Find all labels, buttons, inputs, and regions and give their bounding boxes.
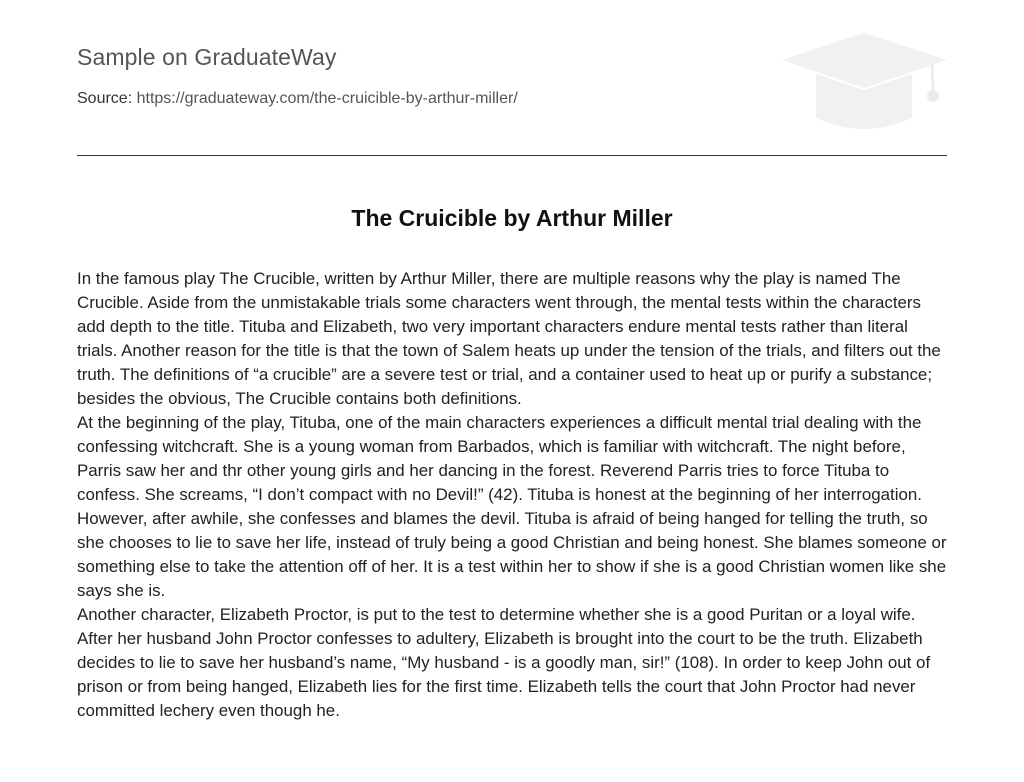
page-header	[77, 0, 947, 156]
source-line	[77, 90, 518, 108]
body-paragraph: At the beginning of the play, Tituba, one of the main characters experiences a difficult mental trial dealing with the confessing witchcraft. She is a young woman from Barbados, which is familiar with witchcraft. The night before, Parris saw her and thr other young girls and her dancing in the forest. Reverend Parris tries to force Tituba to confess. She screams, “I don’t compact with no Devil!” (42). Tituba is honest at the beginning of her interrogation. However, after awhile, she confesses and blames the devil. Tituba is afraid of being hanged for telling the truth, so she chooses to lie to save her life, instead of truly being a good Christian and being honest. She blames someone or something else to take the attention off of her. It is a test within her to show if she is a good Christian women like she says she is.	[77, 413, 947, 600]
source-label: Source:	[77, 90, 137, 107]
body-paragraph: Another character, Elizabeth Proctor, is put to the test to determine whether she is a good Puritan or a loyal wife. After her husband John Proctor confesses to adultery, Elizabeth is brought into the court to be the truth. Elizabeth decides to lie to save her husband’s name, “My husband - is a goodly man, sir!” (108). In order to keep John out of prison or from being hanged, Elizabeth lies for the first time. Elizabeth tells the court that John Proctor had never committed lechery even though he.	[77, 605, 931, 720]
document-title: The Cruicible by Arthur Miller	[351, 205, 673, 231]
body-paragraph: In the famous play The Crucible, written by Arthur Miller, there are multiple reasons why the play is named The Crucible. Aside from the unmistakable trials some characters went through, the mental tests within the characters add depth to the title. Tituba and Elizabeth, two very important characters endure mental tests rather than literal trials. Another reason for the title is that the town of Salem heats up under the tension of the trials, and filters out the truth. The definitions of “a crucible” are a severe test or trial, and a container used to heat up or purify a substance; besides the obvious, The Crucible contains both definitions.	[77, 269, 941, 408]
source-link[interactable]: https://graduateway.com/the-cruicible-by-arthur-miller/	[136, 90, 518, 107]
graduation-cap-icon	[782, 32, 947, 132]
site-title: Sample on GraduateWay	[77, 44, 337, 70]
document-body	[77, 267, 949, 723]
header-divider	[77, 155, 947, 156]
